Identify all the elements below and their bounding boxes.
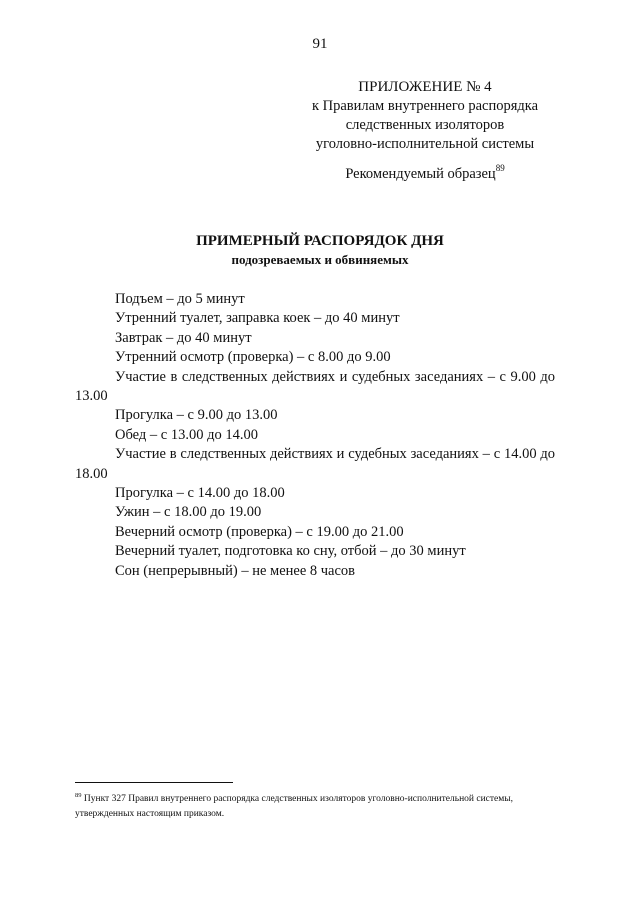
schedule-item: Участие в следственных действиях и судебных заседаниях – с 9.00 до 13.00: [75, 368, 555, 405]
document-subtitle: подозреваемых и обвиняемых: [231, 252, 409, 267]
schedule-item: Утренний туалет, заправка коек – до 40 минут: [115, 310, 400, 327]
document-title: ПРИМЕРНЫЙ РАСПОРЯДОК ДНЯ: [196, 233, 444, 249]
sample-footnote-ref: 89: [495, 163, 505, 173]
schedule-item: Утренний осмотр (проверка) – с 8.00 до 9.00: [115, 349, 391, 366]
schedule-item: Прогулка – с 9.00 до 13.00: [115, 407, 278, 424]
footnote-marker: 89: [75, 792, 82, 799]
appendix-line-2: следственных изоляторов: [345, 117, 505, 133]
schedule-item: Ужин – с 18.00 до 19.00: [115, 504, 262, 521]
schedule-list: [75, 290, 555, 581]
appendix-line-3: уголовно-исполнительной системы: [315, 136, 535, 152]
sample-text: Рекомендуемый образец: [345, 166, 496, 182]
sample-note: [290, 163, 560, 183]
appendix-header: [290, 78, 560, 154]
schedule-item: Завтрак – до 40 минут: [115, 329, 252, 346]
schedule-item: Обед – с 13.00 до 14.00: [115, 426, 258, 443]
appendix-line-1: к Правилам внутреннего распорядка: [311, 98, 539, 114]
footnote-text: Пункт 327 Правил внутреннего распорядка следственных изоляторов уголовно-исполнительной системы, утвержденных настоящим приказом.: [75, 794, 514, 819]
footnote: [75, 788, 570, 822]
schedule-item: Сон (непрерывный) – не менее 8 часов: [115, 562, 356, 579]
schedule-item: Прогулка – с 14.00 до 18.00: [115, 485, 285, 502]
footnote-separator: [75, 782, 233, 783]
appendix-title: ПРИЛОЖЕНИЕ № 4: [358, 79, 492, 95]
schedule-item: Вечерний осмотр (проверка) – с 19.00 до 21.00: [115, 523, 404, 540]
schedule-item: Участие в следственных действиях и судебных заседаниях – с 14.00 до 18.00: [75, 446, 555, 482]
schedule-item: Вечерний туалет, подготовка ко сну, отбой – до 30 минут: [115, 543, 466, 560]
schedule-item: Подъем – до 5 минут: [115, 291, 245, 307]
page-number: 91: [312, 36, 328, 52]
